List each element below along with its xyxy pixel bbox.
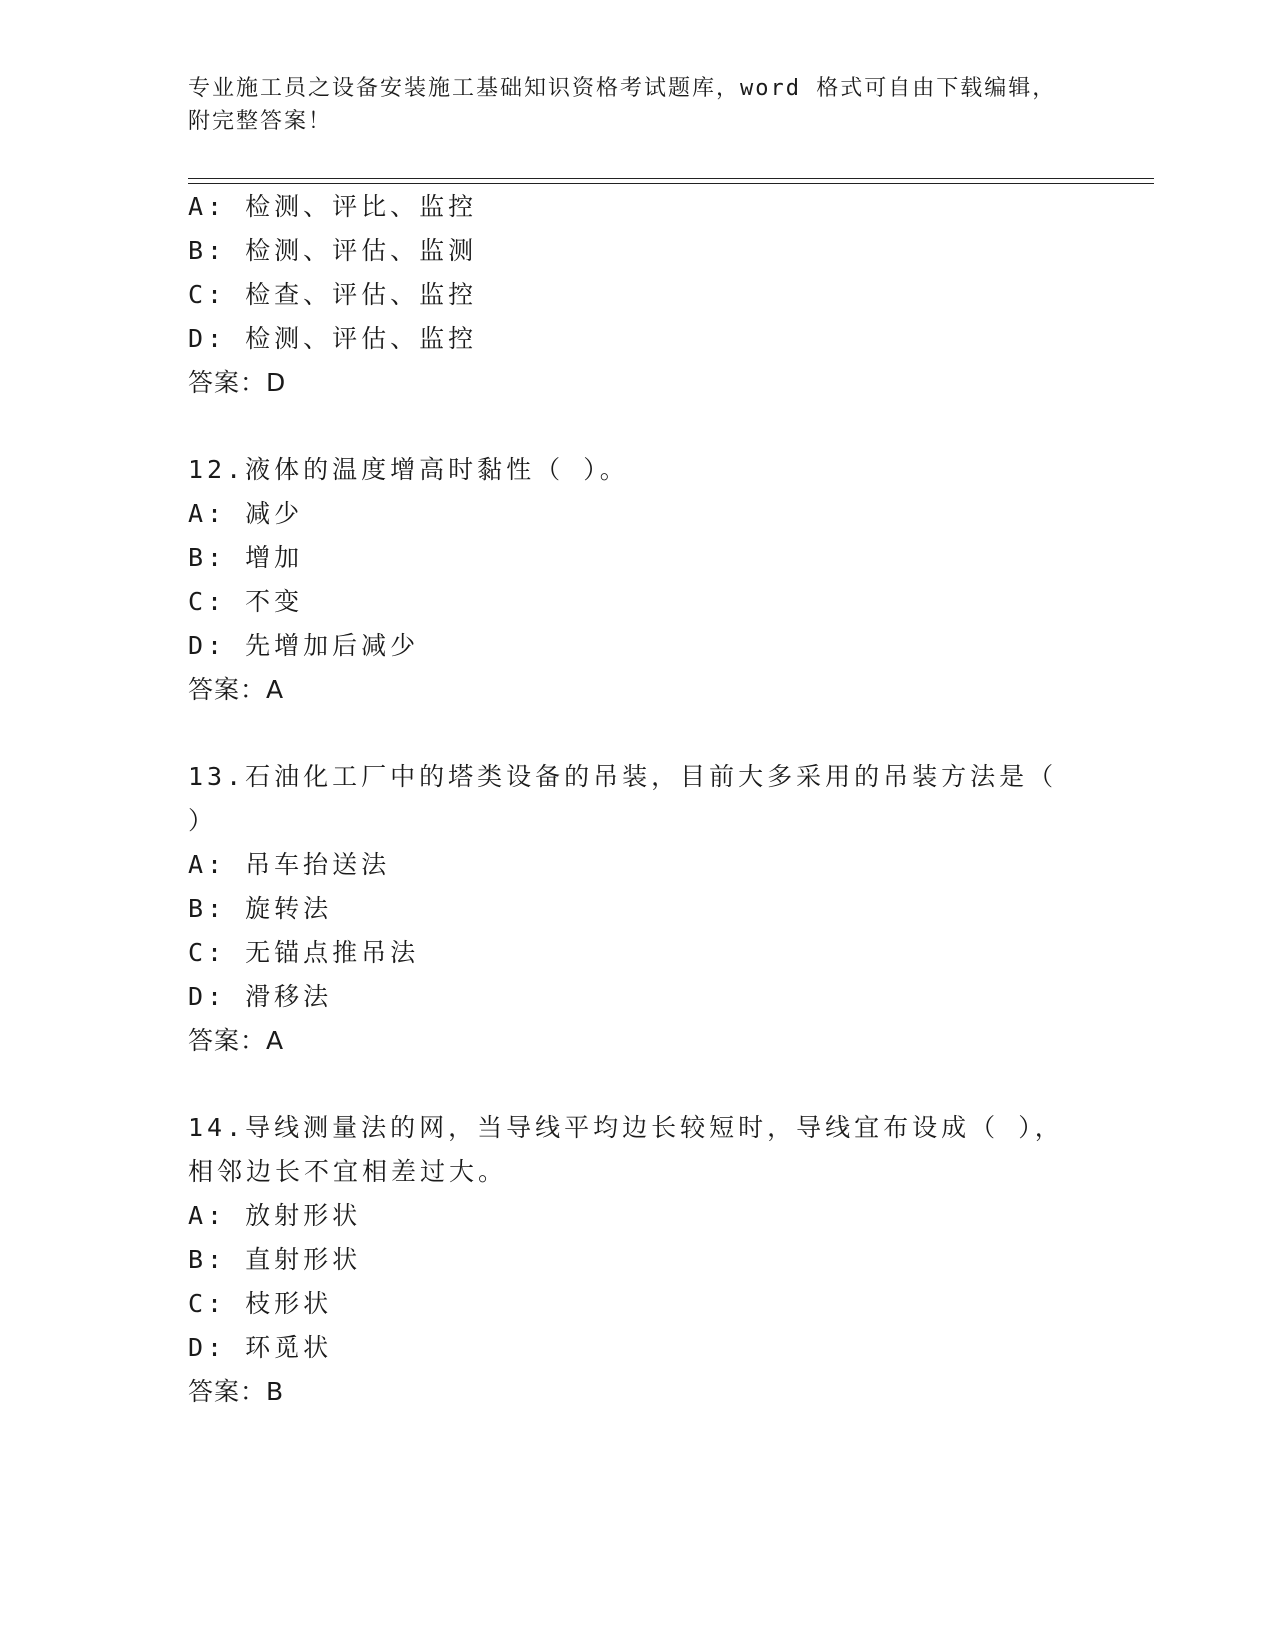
q13-stem-line-1: 13.石油化工厂中的塔类设备的吊装，目前大多采用的吊装方法是（ xyxy=(188,762,1058,791)
q12-option-c: C: 不变 xyxy=(188,587,304,616)
q12-stem: 12.液体的温度增高时黏性（ ）。 xyxy=(188,455,629,484)
q12-option-d: D: 先增加后减少 xyxy=(188,631,420,660)
q13-stem-line-2: ） xyxy=(188,806,218,835)
header-line-1: 专业施工员之设备安装施工基础知识资格考试题库，word 格式可自由下载编辑， xyxy=(188,76,1057,101)
q14-answer: 答案：B xyxy=(188,1377,285,1406)
q13-option-d: D: 滑移法 xyxy=(188,982,333,1011)
q13-answer: 答案：A xyxy=(188,1026,285,1055)
q13-option-a: A: 吊车抬送法 xyxy=(188,850,391,879)
q14-option-c: C: 枝形状 xyxy=(188,1289,333,1318)
q14-option-d: D: 环觅状 xyxy=(188,1333,333,1362)
q12-option-a: A: 减少 xyxy=(188,499,304,528)
q14-option-a: A: 放射形状 xyxy=(188,1201,362,1230)
header-divider-top xyxy=(188,178,1154,179)
q11-option-d: D: 检测、评估、监控 xyxy=(188,324,478,353)
q11-option-a: A: 检测、评比、监控 xyxy=(188,192,478,221)
q11-answer: 答案：D xyxy=(188,368,287,397)
header-divider-bottom xyxy=(188,183,1154,184)
q13-option-b: B: 旋转法 xyxy=(188,894,333,923)
document-header xyxy=(188,72,1088,138)
q14-stem-line-1: 14.导线测量法的网，当导线平均边长较短时，导线宜布设成（ ）， xyxy=(188,1113,1064,1142)
header-line-2: 附完整答案！ xyxy=(188,109,333,134)
q11-option-c: C: 检查、评估、监控 xyxy=(188,280,478,309)
q11-option-b: B: 检测、评估、监测 xyxy=(188,236,478,265)
q13-option-c: C: 无锚点推吊法 xyxy=(188,938,420,967)
q14-stem-line-2: 相邻边长不宜相差过大。 xyxy=(188,1157,508,1186)
q12-answer: 答案：A xyxy=(188,675,285,704)
q12-option-b: B: 增加 xyxy=(188,543,304,572)
q14-option-b: B: 直射形状 xyxy=(188,1245,362,1274)
